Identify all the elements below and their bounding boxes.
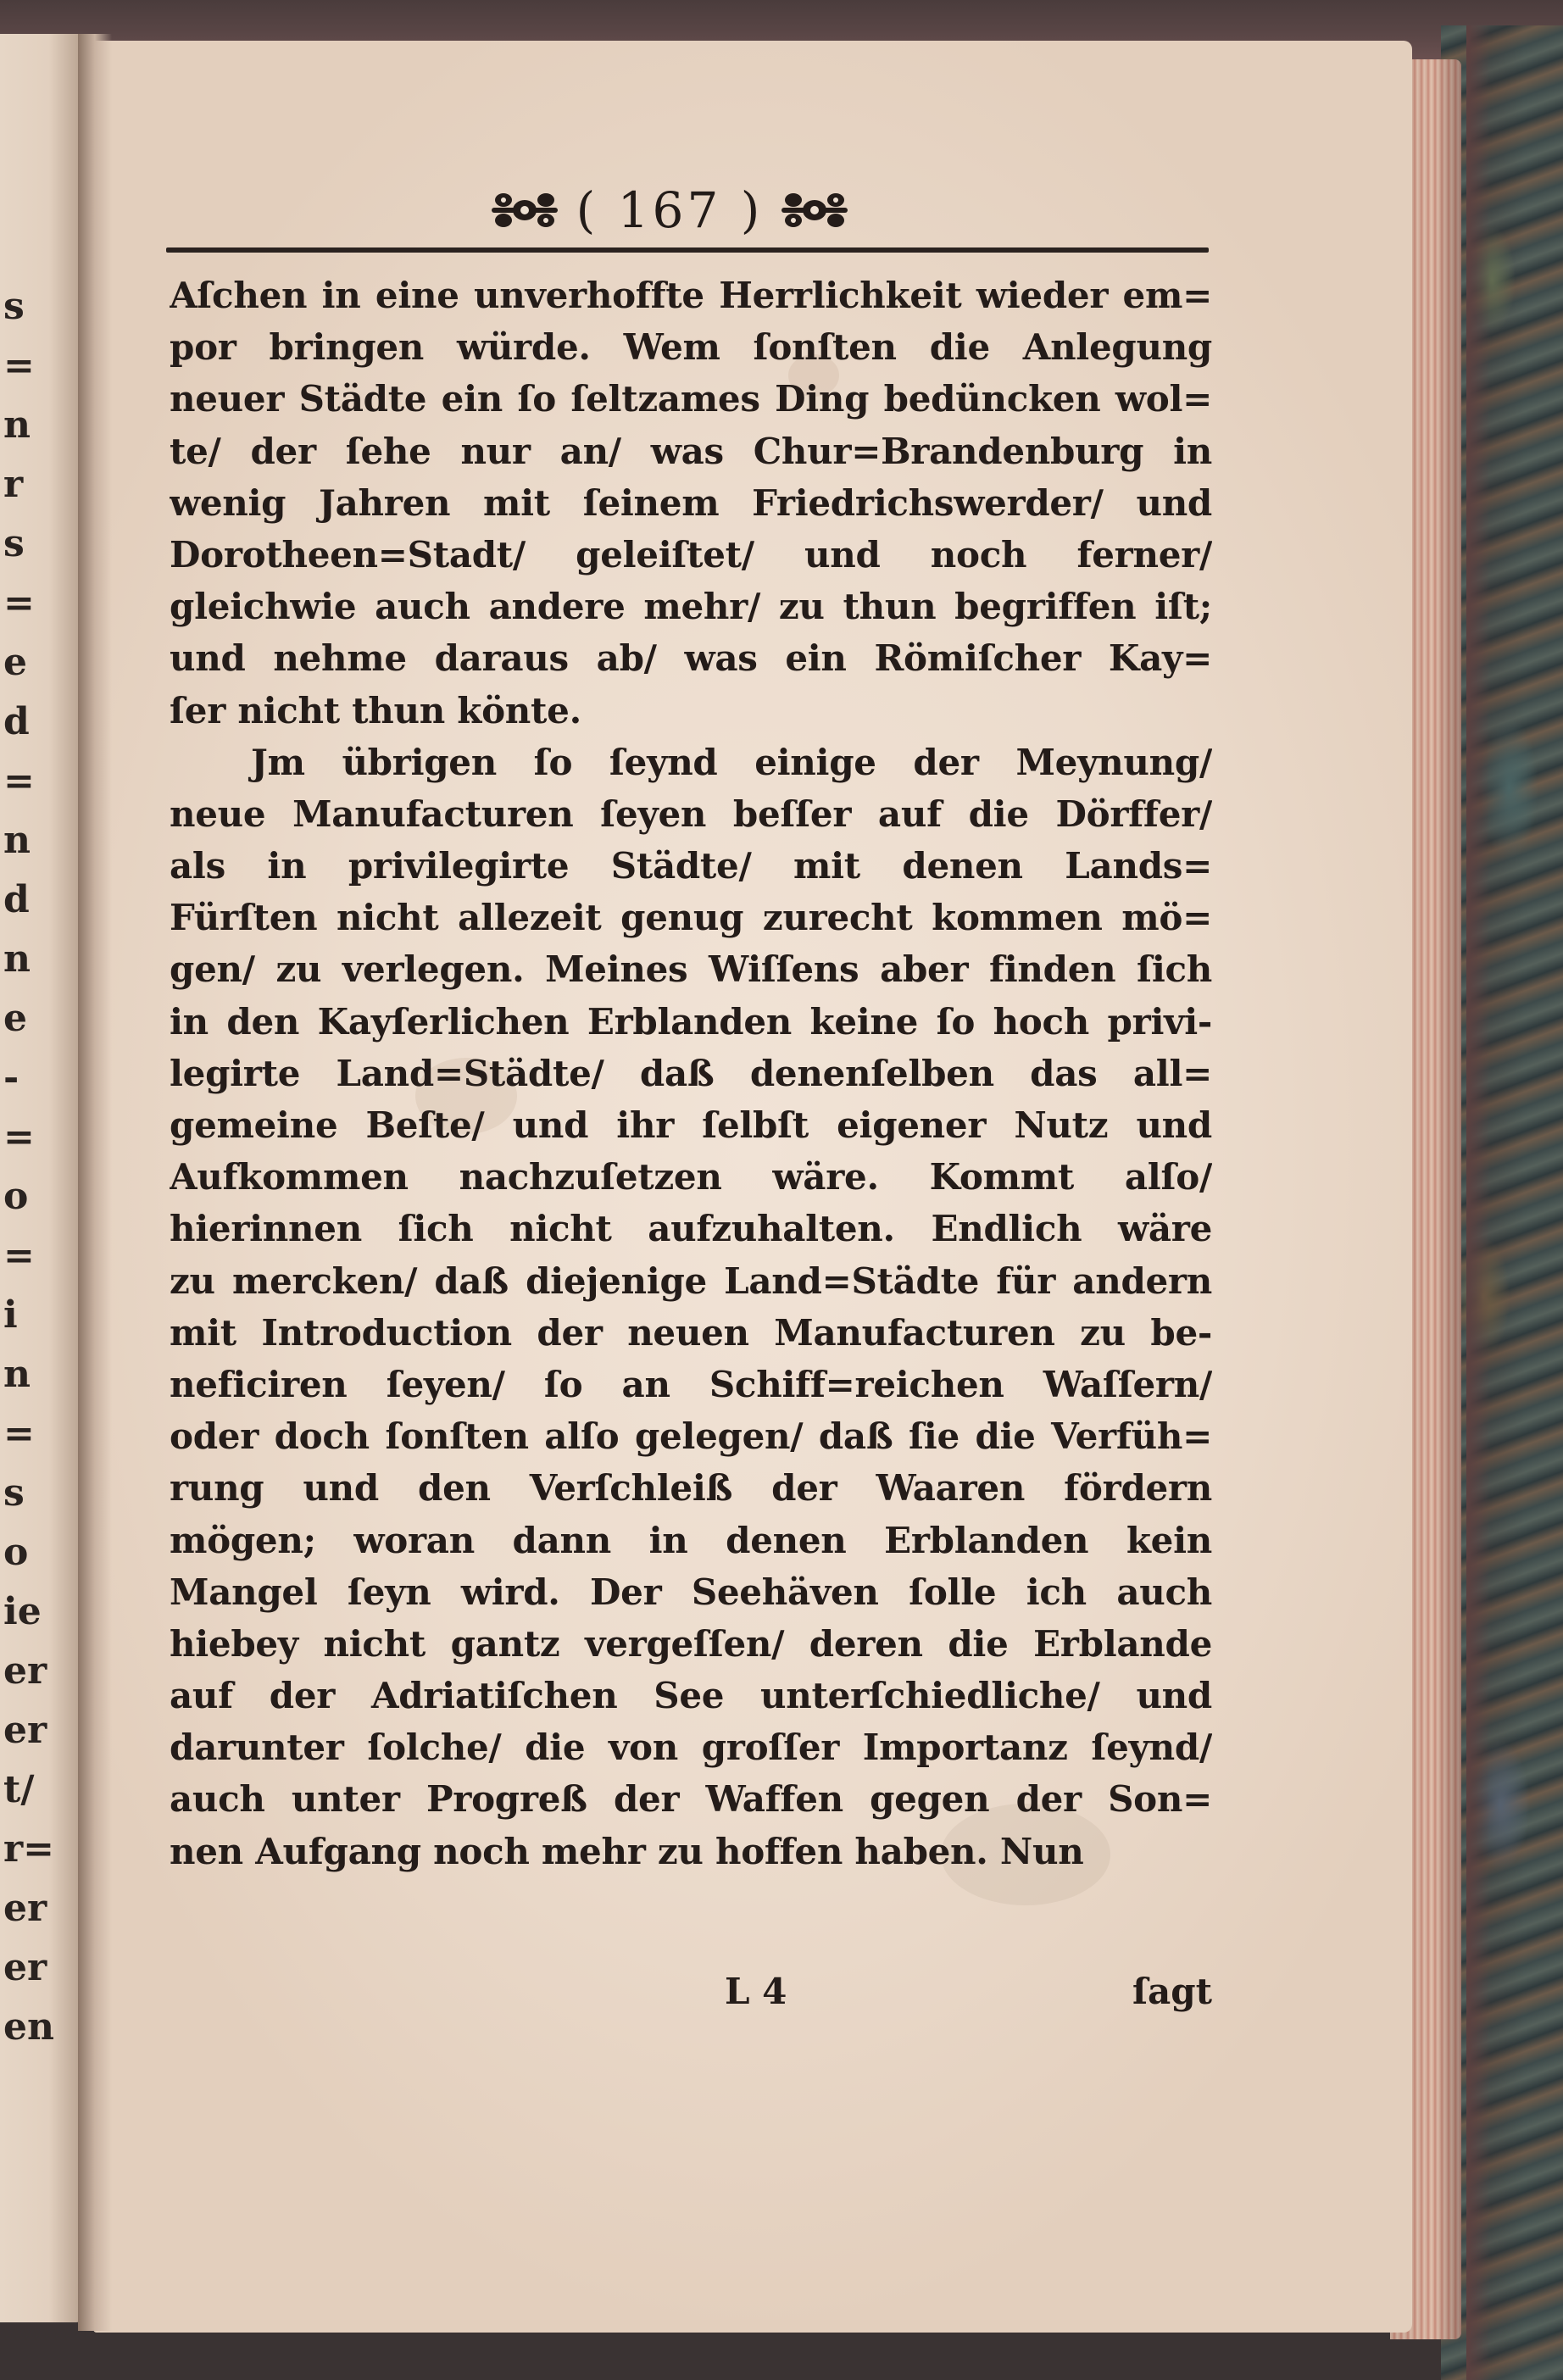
text-line: Aſchen in eine unverhoffte Herrlichkeit wieder em=: [170, 275, 1212, 316]
previous-page-fragment: d: [3, 700, 30, 743]
previous-page-fragment: =: [3, 1115, 35, 1159]
text-line: Fürſten nicht allezeit genug zurecht kommen mö=: [170, 897, 1212, 939]
text-line: nen Aufgang noch mehr zu hoffen haben. Nun: [170, 1830, 1084, 1872]
text-line: zu mercken/ daß diejenige Land=Städte für andern: [170, 1260, 1212, 1302]
body-text: [170, 270, 1212, 1877]
previous-page-fragment: =: [3, 759, 35, 803]
text-line: hiebey nicht gantz vergeſſen/ deren die Erblande: [170, 1622, 1212, 1665]
text-line: neficiren ſeyen/ ſo an Schiff=reichen Waſſern/: [170, 1363, 1212, 1405]
text-line: mögen; woran dann in denen Erblanden kein: [170, 1519, 1212, 1561]
previous-page-fragment: e: [3, 997, 27, 1040]
text-line: neue Manufacturen ſeyen beſſer auf die Dörffer/: [170, 792, 1212, 835]
previous-page-fragment: er: [3, 1887, 47, 1930]
text-line: legirte Land=Städte/ daß denenſelben das all=: [170, 1052, 1212, 1094]
previous-page-fragment: -: [3, 1056, 19, 1099]
signature-mark: L 4: [725, 1971, 787, 2012]
text-line: Mangel ſeyn wird. Der Seehäven ſolle ich auch: [170, 1571, 1212, 1613]
text-line: gemeine Beſte/ und ihr ſelbſt eigener Nutz und: [170, 1104, 1212, 1146]
text-line: in den Kayſerlichen Erblanden keine ſo hoch privi-: [170, 1000, 1212, 1043]
text-line: oder doch ſonſten alſo gelegen/ daß ſie die Verfüh=: [170, 1415, 1212, 1458]
text-line: auch unter Progreß der Waffen gegen der Son=: [170, 1778, 1212, 1821]
text-line: Aufkommen nachzuſetzen wäre. Kommt alſo/: [170, 1156, 1212, 1198]
text-line: gleichwie auch andere mehr/ zu thun begriffen iſt;: [170, 586, 1212, 628]
previous-page-fragment: o: [3, 1531, 29, 1574]
text-line: Dorotheen=Stadt/ geleiſtet/ und noch ferner/: [170, 533, 1212, 576]
text-line: gen/ zu verlegen. Meines Wiſſens aber finden ſich: [170, 948, 1212, 991]
previous-page-fragment: e: [3, 641, 27, 684]
catchword: ſagt: [1132, 1971, 1212, 2012]
previous-page-fragment: n: [3, 937, 31, 981]
previous-page-fragment: n: [3, 1353, 31, 1396]
text-line: als in privilegirte Städte/ mit denen Lands=: [170, 845, 1212, 887]
page-footer: [170, 1966, 1212, 2017]
previous-page-fragment: t/: [3, 1768, 35, 1811]
text-line: auf der Adriatiſchen See unterſchiedliche/ und: [170, 1675, 1212, 1717]
previous-page-fragment: r=: [3, 1827, 55, 1871]
previous-page-fragment: s: [3, 285, 25, 328]
previous-page-fragment: d: [3, 878, 30, 921]
cover-edge: [1466, 25, 1563, 2380]
text-line: wenig Jahren mit ſeinem Friedrichswerder/ und: [170, 481, 1212, 524]
page-header: [475, 176, 865, 244]
previous-page-fragment: er: [3, 1709, 47, 1752]
page-number: ( 167 ): [576, 181, 764, 239]
text-line: por bringen würde. Wem ſonſten die Anlegung: [170, 326, 1212, 369]
text-line: darunter ſolche/ die von groſſer Importanz ſeynd/: [170, 1727, 1212, 1769]
previous-page-fragment: s: [3, 1471, 25, 1515]
previous-page-fragment: =: [3, 1412, 35, 1455]
previous-page-fragment: er: [3, 1946, 47, 1989]
previous-page-fragment: er: [3, 1649, 47, 1693]
fleuron-right-icon: [778, 186, 851, 234]
text-line: ſer nicht thun könte.: [170, 689, 581, 731]
text-line: Jm übrigen ſo ſeynd einige der Meynung/: [251, 741, 1212, 783]
previous-page-fragment: n: [3, 819, 31, 862]
previous-page-fragment: i: [3, 1293, 18, 1337]
header-rule: [166, 247, 1209, 253]
previous-page-fragment: o: [3, 1175, 29, 1218]
fleuron-left-icon: [488, 186, 561, 234]
previous-page-fragment: n: [3, 403, 31, 447]
previous-page-sliver: [0, 34, 81, 2322]
text-line: und nehme daraus ab/ was ein Römiſcher Kay=: [170, 637, 1212, 680]
text-line: hierinnen ſich nicht aufzuhalten. Endlich wäre: [170, 1208, 1212, 1250]
gutter-shadow: [78, 34, 112, 2331]
text-line: neuer Städte ein ſo ſeltzames Ding bedüncken wol=: [170, 378, 1212, 420]
text-line: te/ der ſehe nur an/ was Chur=Brandenburg in: [170, 430, 1212, 472]
previous-page-fragment: =: [3, 1234, 35, 1277]
text-line: mit Introduction der neuen Manufacturen zu be-: [170, 1311, 1212, 1354]
previous-page-fragment: en: [3, 2005, 54, 2049]
previous-page-fragment: r: [3, 463, 24, 506]
previous-page-fragment: s: [3, 522, 25, 565]
text-line: rung und den Verſchleiß der Waaren fördern: [170, 1467, 1212, 1510]
previous-page-fragment: ie: [3, 1590, 42, 1633]
previous-page-fragment: =: [3, 344, 35, 387]
previous-page-fragment: =: [3, 581, 35, 625]
